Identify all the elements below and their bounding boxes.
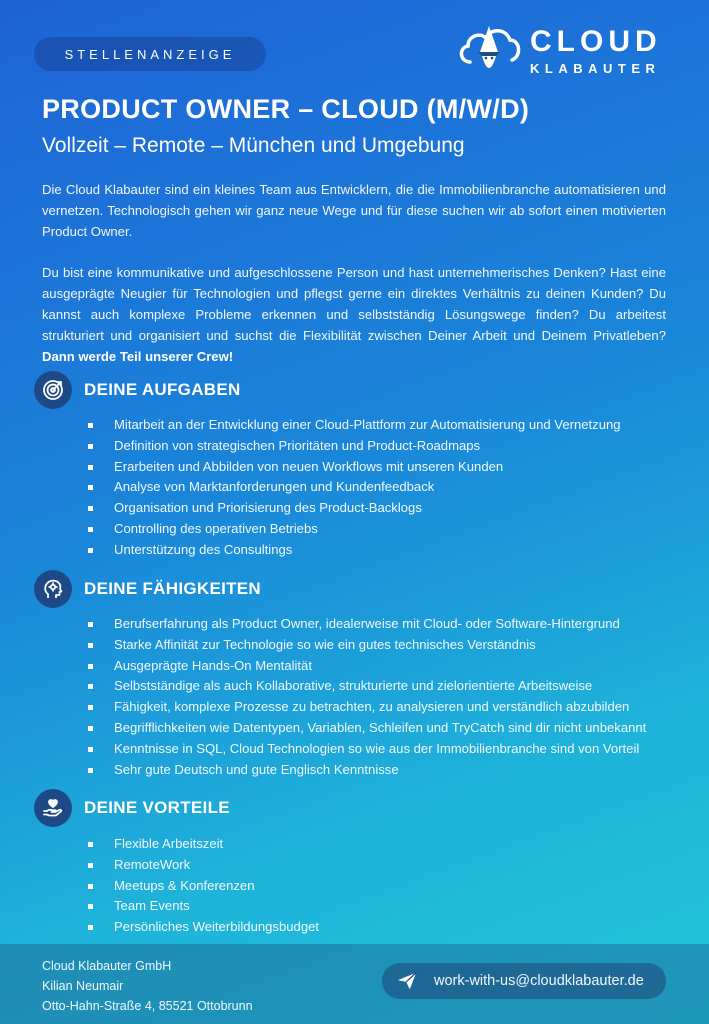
list-item: RemoteWork [88, 855, 319, 876]
list-item: Persönliches Weiterbildungsbudget [88, 917, 319, 938]
list-item: Erarbeiten und Abbilden von neuen Workflows mit unseren Kunden [88, 457, 621, 478]
list-item: Meetups & Konferenzen [88, 876, 319, 897]
list-item: Begrifflichkeiten wie Datentypen, Variablen, Schleifen und TryCatch sind dir nicht unbekannt [88, 718, 646, 739]
aufgaben-list [88, 415, 621, 561]
list-item: Definition von strategischen Prioritäten und Product-Roadmaps [88, 436, 621, 457]
list-item: Fähigkeit, komplexe Prozesse zu betrachten, zu analysieren und verständlich abzubilden [88, 697, 646, 718]
list-item: Analyse von Marktanforderungen und Kundenfeedback [88, 477, 621, 498]
list-item: Team Events [88, 896, 319, 917]
footer-address [42, 956, 253, 1016]
wizard-cloud-logo-icon [456, 18, 522, 84]
target-icon [34, 371, 72, 409]
job-title: PRODUCT OWNER – CLOUD (M/W/D) [42, 94, 530, 124]
list-item: Sehr gute Deutsch und gute Englisch Kenntnisse [88, 760, 646, 781]
list-item: Selbstständige als auch Kollaborative, strukturierte und zielorientierte Arbeitsweise [88, 676, 646, 697]
email-address: work-with-us@cloudklabauter.de [434, 973, 644, 989]
paper-plane-icon [396, 970, 418, 992]
section-faehigkeiten-header [34, 569, 261, 609]
vorteile-list [88, 834, 319, 938]
job-subtitle: Vollzeit – Remote – München und Umgebung [42, 134, 465, 157]
head-gear-icon [34, 570, 72, 608]
section-aufgaben-header [34, 370, 241, 410]
list-item: Ausgeprägte Hands-On Mentalität [88, 656, 646, 677]
section-aufgaben-title: DEINE AUFGABEN [84, 380, 241, 399]
list-item: Unterstützung des Consultings [88, 540, 621, 561]
list-item: Flexible Arbeitszeit [88, 834, 319, 855]
list-item: Controlling des operativen Betriebs [88, 519, 621, 540]
section-vorteile-title: DEINE VORTEILE [84, 798, 230, 817]
list-item: Kenntnisse in SQL, Cloud Technologien so wie aus der Immobilienbranche sind von Vorteil [88, 739, 646, 760]
logo-wordmark: CLOUD [530, 25, 662, 58]
section-faehigkeiten-title: DEINE FÄHIGKEITEN [84, 579, 262, 598]
logo-subword: KLABAUTER [530, 61, 661, 76]
list-item: Starke Affinität zur Technologie so wie ein gutes technisches Verständnis [88, 635, 646, 656]
intro-call-to-action: Dann werde Teil unserer Crew! [42, 349, 234, 364]
section-vorteile-header [34, 788, 230, 828]
footer [0, 944, 709, 1024]
company-logo [456, 16, 696, 86]
contact-person: Kilian Neumair [42, 979, 124, 993]
intro-paragraph-2-text: Du bist eine kommunikative und aufgeschlossene Person und hast unternehmerisches Denken? Hast eine ausgeprägte Neugier für Technologien und pflegst gerne ein direktes Verhältnis zu deinen Kunden? Du kannst auch komplexe Probleme erkennen und selbstständig Lösungswege finden? Du arbeitest strukturiert und organisiert und suchst die Flexibilität zwischen Deiner Arbeit und Deinem Privatleben? [42, 265, 666, 343]
intro-paragraph-2 [42, 262, 666, 367]
email-link[interactable] [382, 963, 666, 999]
intro-paragraph-1: Die Cloud Klabauter sind ein kleines Team aus Entwicklern, die die Immobilienbranche automatisieren und vernetzen. Technologisch gehen wir ganz neue Wege und für diese suchen wir ab sofort einen motivierten Product Owner. [42, 182, 666, 239]
badge-label: STELLENANZEIGE [64, 46, 236, 62]
hand-heart-icon [34, 789, 72, 827]
list-item: Organisation und Priorisierung des Product-Backlogs [88, 498, 621, 519]
job-ad-badge [34, 37, 266, 71]
list-item: Mitarbeit an der Entwicklung einer Cloud-Plattform zur Automatisierung und Vernetzung [88, 415, 621, 436]
list-item: Berufserfahrung als Product Owner, idealerweise mit Cloud- oder Software-Hintergrund [88, 614, 646, 635]
faehigkeiten-list [88, 614, 646, 780]
street-address: Otto-Hahn-Straße 4, 85521 Ottobrunn [42, 999, 253, 1013]
company-name: Cloud Klabauter GmbH [42, 959, 172, 973]
